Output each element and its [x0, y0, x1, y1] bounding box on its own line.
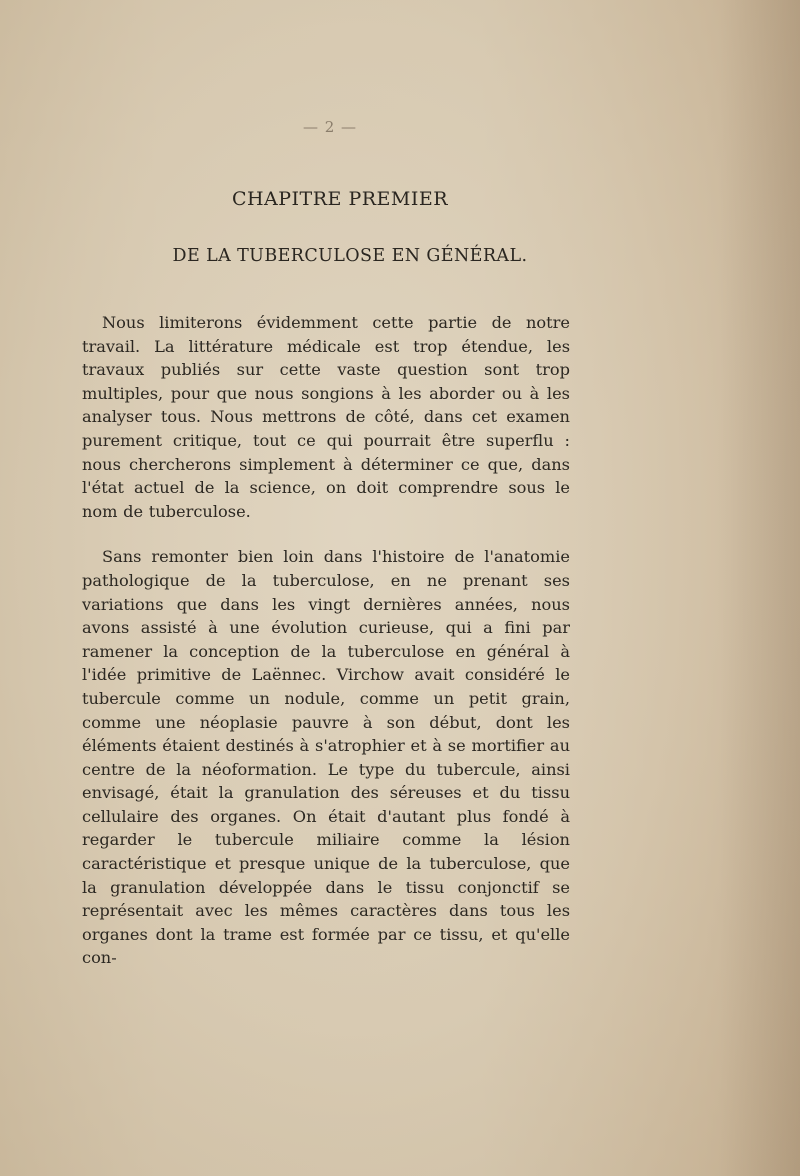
paragraph-1: Nous limiterons évidemment cette partie de notre travail. La littérature médicale est trop étendue, les travaux publiés sur cette vaste question sont trop multiples, pour que nous songions à les aborder ou à les analyser tous. Nous mettrons de côté, dans cet examen purement critique, tout ce qui pourrait être superflu : nous chercherons simplement à déterminer ce que, dans l'état actuel de la science, on doit comprendre sous le nom de tuberculose.: [82, 313, 570, 521]
chapter-title: CHAPITRE PREMIER: [231, 188, 449, 210]
paragraph-2: Sans remonter bien loin dans l'histoire de l'anatomie pathologique de la tuberculose, en ne prenant ses variations que dans les vingt dernières années, nous avons assisté à une évolution curieuse, qui a fini par ramener la conception de la tuberculose en général à l'idée primitive de Laënnec. Virchow avait considéré le tubercule comme un nodule, comme un petit grain, comme une néoplasie pauvre à son début, dont les éléments étaient destinés à s'atrophier et à se mortifier au centre de la néoformation. Le type du tubercule, ainsi envisagé, était la granulation des séreuses et du tissu cellulaire des organes. On était d'autant plus fondé à regarder le tubercule miliaire comme la lésion caractéristique et presque unique de la tuberculose, que la granulation développée dans le tissu conjonctif se représentait avec les mêmes caractères dans tous les organes dont la trame est formée par ce tissu, et qu'elle con-: [82, 547, 570, 968]
body-text: [82, 311, 570, 970]
section-title: DE LA TUBERCULOSE EN GÉNÉRAL.: [172, 246, 528, 266]
page-number: — 2 —: [302, 118, 358, 136]
